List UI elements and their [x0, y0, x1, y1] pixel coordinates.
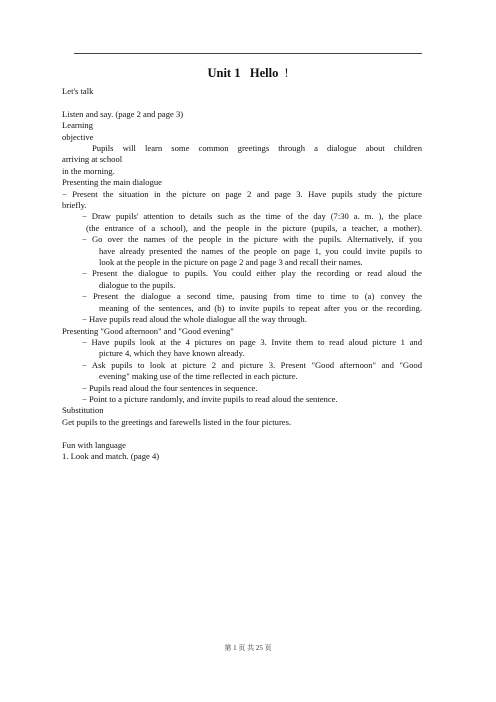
body-line: − Go over the names of the people in the picture with the pupils. Alternatively, if you — [82, 234, 422, 245]
body-line: − Present the dialogue a second time, pausing from time to time to (a) convey the — [82, 291, 422, 302]
body-line: − Pupils read aloud the four sentences in sequence. — [82, 382, 258, 393]
blank-line — [62, 428, 422, 439]
body-line: − Ask pupils to look at picture 2 and picture 3. Present "Good afternoon" and "Good — [82, 359, 422, 370]
body-line: Pupils will learn some common greetings through a dialogue about children — [92, 143, 422, 154]
body-line: Listen and say. (page 2 and page 3) — [62, 108, 184, 119]
body-line: − Draw pupils' attention to details such as the time of the day (7:30 a. m. ), the place — [82, 211, 422, 222]
section-heading: Presenting the main dialogue — [62, 177, 162, 188]
body-line: − Point to a picture randomly, and invite pupils to read aloud the sentence. — [82, 393, 338, 404]
body-line: in the morning. — [62, 165, 115, 176]
section-heading: Presenting "Good afternoon" and "Good evening" — [62, 325, 234, 336]
body-line: evening" making use of the time reflected in each picture. — [99, 371, 298, 382]
header-rule — [74, 53, 422, 54]
page-footer: 第 1 页 共 25 页 — [224, 644, 272, 652]
body-line: arriving at school — [62, 154, 123, 165]
body-line: look at the people in the picture on page 2 and page 3 and recall their names. — [99, 257, 363, 268]
body-line: Let's talk — [62, 86, 94, 96]
body-line: briefly. — [62, 200, 87, 211]
document-body — [62, 86, 422, 462]
body-line: dialogue to the pupils. — [99, 279, 176, 290]
body-line: picture 4, which they have known already. — [99, 348, 245, 359]
body-line: (the entrance of a school), and the people in the picture (pupils, a teacher, a mother). — [86, 222, 422, 233]
body-line: − Have pupils look at the 4 pictures on page 3. Invite them to read aloud picture 1 and — [82, 336, 422, 347]
page-title — [0, 66, 496, 81]
unit-label: Unit 1 — [207, 66, 241, 80]
blank-line — [62, 97, 422, 108]
body-line: − Have pupils read aloud the whole dialogue all the way through. — [82, 314, 307, 325]
body-line: − Present the dialogue to pupils. You could either play the recording or read aloud the — [82, 268, 422, 279]
body-line: 1. Look and match. (page 4) — [62, 450, 160, 461]
unit-name: Hello — [249, 66, 279, 80]
body-line: have already presented the names of the people on page 1, you could invite pupils to — [99, 245, 422, 256]
body-line: − Present the situation in the picture on page 2 and page 3. Have pupils study the picture — [62, 188, 422, 199]
body-line: meaning of the sentences, and (b) to invite pupils to repeat after you or the recording. — [99, 302, 422, 313]
body-line: Get pupils to the greetings and farewells listed in the four pictures. — [62, 416, 292, 427]
body-line: Learning — [62, 120, 94, 131]
section-heading: Substitution — [62, 405, 104, 416]
section-heading: Fun with language — [62, 439, 126, 450]
title-mark: ! — [284, 66, 289, 80]
body-line: objective — [62, 131, 94, 142]
